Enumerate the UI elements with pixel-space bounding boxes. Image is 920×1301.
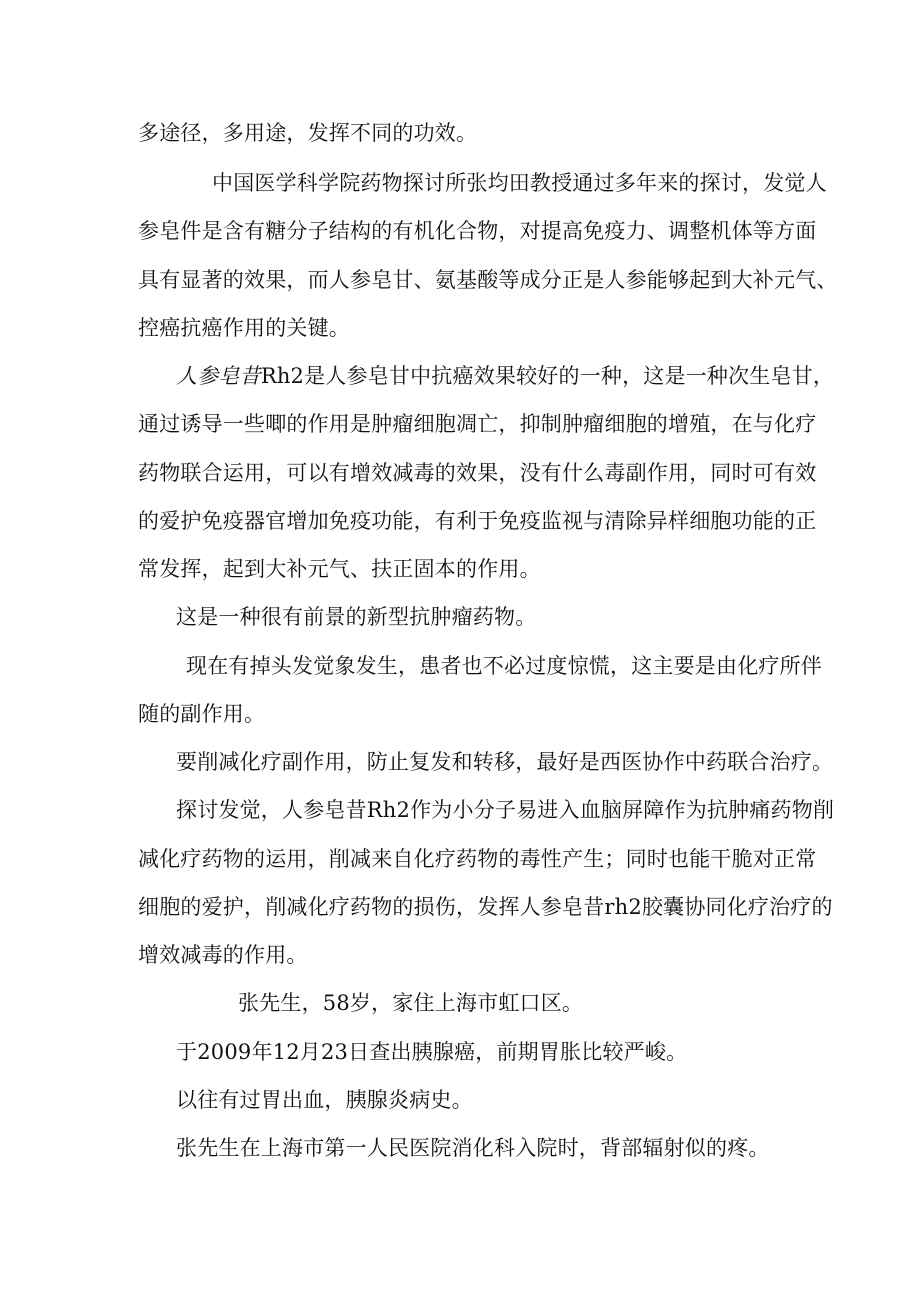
paragraph-7-line-3: 细胞的爱护，削减化疗药物的损伤，发挥人参皂昔rh2胶囊协同化疗治疗的 [138, 895, 833, 919]
paragraph-2-line-2: 参皂件是含有糖分子结构的有机化合物，对提高免疫力、调整机体等方面 [138, 219, 817, 243]
paragraph-10-line-1: 以往有过胃出血，胰腺炎病史。 [176, 1088, 473, 1112]
paragraph-11-line-1: 张先生在上海市第一人民医院消化科入院时，背部辐射似的疼。 [176, 1136, 770, 1160]
paragraph-3-line-1 [176, 361, 834, 391]
paragraph-5-line-2: 随的副作用。 [138, 702, 266, 726]
paragraph-3-line-2: 通过诱导一些唧的作用是肿瘤细胞凋亡，抑制肿瘤细胞的增殖，在与化疗 [138, 412, 817, 436]
italic-term: 人参皂昔 [176, 364, 261, 388]
paragraph-7-line-2: 减化疗药物的运用，削减来自化疗药物的毒性产生；同时也能干脆对正常 [138, 847, 817, 871]
paragraph-7-line-1: 探讨发觉，人参皂昔Rh2作为小分子易进入血脑屏障作为抗肿痛药物削 [176, 798, 835, 822]
paragraph-7-line-4: 增效减毒的作用。 [138, 943, 308, 967]
paragraph-2-line-3: 具有显著的效果，而人参皂甘、氨基酸等成分正是人参能够起到大补元气、 [138, 268, 838, 292]
paragraph-3-line-3: 药物联合运用，可以有增效减毒的效果，没有什么毒副作用，同时可有效 [138, 461, 817, 485]
paragraph-2-line-4: 控癌抗癌作用的关键。 [138, 316, 350, 340]
paragraph-8-line-1: 张先生，58岁，家住上海市虹口区。 [238, 991, 584, 1015]
paragraph-3-line-4: 的爱护免疫器官增加免疫功能，有利于免疫监视与清除异样细胞功能的正 [138, 509, 817, 533]
paragraph-4-line-1: 这是一种很有前景的新型抗肿瘤药物。 [176, 605, 537, 629]
paragraph-9-line-1: 于2009年12月23日查出胰腺癌，前期胃胀比较严峻。 [176, 1040, 688, 1064]
paragraph-5-line-1: 现在有掉头发觉象发生，患者也不必过度惊慌，这主要是由化疗所伴 [186, 654, 822, 678]
paragraph-6-line-1: 要削减化疗副作用，防止复发和转移，最好是西医协作中药联合治疗。 [176, 750, 834, 774]
paragraph-1-line-1: 多途径，多用途，发挥不同的功效。 [138, 121, 478, 145]
paragraph-3-line-5: 常发挥，起到大补元气、扶正固本的作用。 [138, 557, 541, 581]
paragraph-2-line-1: 中国医学科学院药物探讨所张均田教授通过多年来的探讨，发觉人 [212, 171, 827, 195]
paragraph-3-line-1-rest: Rh2是人参皂甘中抗癌效果较好的一种，这是一种次生皂甘， [260, 364, 835, 388]
